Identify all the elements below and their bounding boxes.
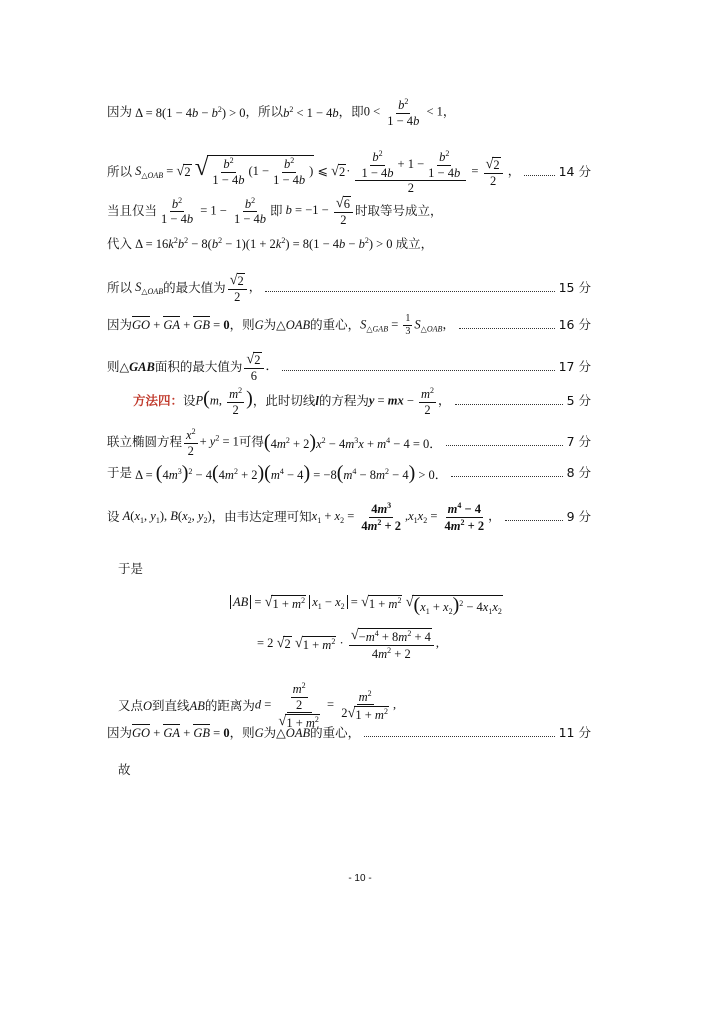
text: 到直线 xyxy=(152,697,190,713)
formula: G xyxy=(254,318,264,333)
text: 联立椭圆方程 xyxy=(107,434,183,450)
formula: GO + GA + GB = 0 xyxy=(132,318,230,333)
line-centroid-2 xyxy=(107,727,591,740)
line-gab-max xyxy=(107,352,591,382)
formula: l xyxy=(315,394,319,409)
line-vieta xyxy=(107,502,591,532)
formula: AB xyxy=(189,698,205,713)
leader-dots xyxy=(282,370,555,371)
text: ，此时切线 xyxy=(252,393,316,409)
text: 所以 xyxy=(107,164,133,179)
line-max-area xyxy=(107,273,591,303)
formula: = 2 √ 2 √ $1 + m^2$ · √ $-m^4 + 8m^2 + 4$ $4m^2 + 2$ , xyxy=(257,627,439,661)
line-area-bound xyxy=(107,150,591,195)
formula: y = mx − $\frac{m^2}{2}$ ， xyxy=(368,386,451,417)
score-label: 16 分 xyxy=(558,317,591,333)
score-label: 5 分 xyxy=(566,393,591,409)
text: 又点 xyxy=(118,697,144,713)
line-ab-length-2 xyxy=(257,628,557,660)
text: ，所以 xyxy=(245,104,284,120)
text: 的最大值为 xyxy=(163,279,226,295)
text: 所以 xyxy=(107,279,133,295)
formula: $\Delta = 8(1 - 4b - b^2) > 0$ xyxy=(135,104,246,120)
formula: O xyxy=(143,698,153,713)
line-substitute xyxy=(107,237,591,251)
method-label: 方法四： xyxy=(133,393,184,409)
formula: $x_1 + x_2$ = $\frac{4m^3}{4m^2 + 2}$ $,x_1x_2$ = $\frac{m^4 - 4}{4m^2 + 2}$ ， xyxy=(311,501,501,533)
formula: $S_{\triangle GAB}$ = $\frac{1}{3}$ $S_{\triangle OAB}$， xyxy=(360,313,455,337)
leader-dots xyxy=(364,736,554,737)
line-ab-length xyxy=(230,595,560,616)
text: ，则 xyxy=(229,725,255,740)
text: 面积的最大值为 xyxy=(154,358,243,374)
formula: $(4m^2 + 2)x^2 - 4m^3x + m^4 - 4 = 0$． xyxy=(263,431,442,454)
text: 为 xyxy=(263,317,277,333)
text: 时取等号成立， xyxy=(354,202,443,218)
score-label: 14 分 xyxy=(558,164,591,179)
formula: √ 2 2 ， xyxy=(229,272,262,304)
leader-dots xyxy=(505,520,563,521)
formula: $S_{\triangle OAB}$ = √ 2 √ $\frac{b^2}{1 - 4b}$ (1 − $\frac{b^2}{1 - 4b}$ ) ⩽ √ 2 · $\frac{b^2}{1 - 4b}$ + 1 − $\frac{b^2}{1 - 4b}$ 2 = √ 2 2 ， xyxy=(132,149,521,195)
line-delta-condition xyxy=(107,98,591,127)
text: ，由韦达定理可知 xyxy=(211,508,312,524)
line-discriminant xyxy=(107,462,591,484)
text: 可得 xyxy=(238,434,264,450)
formula: G xyxy=(254,726,264,740)
formula: P(m, $\frac{m^2}{2}$ ) xyxy=(195,386,253,417)
formula: 0 < $\frac{b^2}{1 - 4b}$ < 1， xyxy=(363,97,456,128)
page-number: - 10 - xyxy=(348,873,372,884)
text: 的距离为 xyxy=(204,697,255,713)
text: 因为 xyxy=(107,317,133,333)
text: 成立， xyxy=(395,235,434,251)
line-distance xyxy=(118,682,602,730)
text: 于是 xyxy=(107,465,133,480)
formula: △OAB xyxy=(276,726,311,740)
text: 则 xyxy=(107,358,120,374)
line-centroid xyxy=(107,314,591,337)
text: 即 xyxy=(270,202,283,218)
text: 当且仅当 xyxy=(107,202,158,218)
leader-dots xyxy=(446,445,563,446)
score-label: 7 分 xyxy=(566,434,591,450)
score-label: 15 分 xyxy=(558,279,591,295)
formula: GO + GA + GB = 0 xyxy=(132,726,230,740)
text: 因为 xyxy=(107,725,133,740)
formula: AB = √ $1 + m^2$ $x_1 - x_2$ = √ $1 + m^2$ √ $(x_1 + x_2)^2 - 4x_1x_2$ xyxy=(230,595,503,616)
text: 的重心， xyxy=(310,317,361,333)
formula: d = $\frac{m^2}{2}$ √ $1 + m^2$ = $m^2$ 2 √ $1 + m^2$ , xyxy=(254,681,397,730)
line-ellipse xyxy=(107,428,591,457)
formula: b = −1 − √ 6 2 xyxy=(283,196,355,226)
formula: △OAB xyxy=(276,318,311,333)
line-therefore xyxy=(118,563,602,576)
text: 故 xyxy=(118,762,131,777)
text: ，即 xyxy=(338,104,364,120)
leader-dots xyxy=(455,404,563,405)
leader-dots xyxy=(524,175,554,176)
score-label: 11 分 xyxy=(558,725,591,740)
formula: $b^2 < 1 - 4b$ xyxy=(283,104,339,120)
line-method-four xyxy=(133,387,591,416)
text: 代入 xyxy=(107,235,133,251)
formula: √ 2 6 ． xyxy=(246,351,279,383)
leader-dots xyxy=(459,328,555,329)
formula: △GAB xyxy=(119,359,155,374)
text: ，则 xyxy=(229,317,255,333)
formula: $\Delta = 16k^2b^2 - 8(b^2 - 1)(1 + 2k^2) = 8(1 - 4b - b^2) > 0$ xyxy=(135,236,396,251)
text: 设 xyxy=(107,508,120,524)
formula: $\Delta = (4m^3)^2 - 4(4m^2 + 2)(m^4 - 4) = -8(m^4 - 8m^2 - 4) > 0$． xyxy=(135,462,448,484)
formula: $S_{\triangle OAB}$ xyxy=(132,279,164,296)
text: 于是 xyxy=(118,561,144,576)
line-equality-condition xyxy=(107,196,591,226)
formula: $\frac{x^2}{2}$ + $y^2 = 1$ xyxy=(186,427,239,458)
score-label: 9 分 xyxy=(566,508,591,524)
text: 的方程为 xyxy=(318,393,369,409)
formula: $A(x_1$, $y_1$), $B(x_2$, $y_2$) xyxy=(119,508,212,525)
line-hence xyxy=(118,764,602,777)
leader-dots xyxy=(451,476,562,477)
formula: $\frac{b^2}{1 - 4b}$ = 1 − $\frac{b^2}{1 - 4b}$ xyxy=(161,195,266,226)
score-label: 17 分 xyxy=(558,358,591,374)
score-label: 8 分 xyxy=(566,465,591,480)
text: 为 xyxy=(263,725,277,740)
leader-dots xyxy=(265,291,554,292)
text: 的重心， xyxy=(310,725,361,740)
text: 因为 xyxy=(107,104,133,120)
text: 设 xyxy=(183,393,196,409)
